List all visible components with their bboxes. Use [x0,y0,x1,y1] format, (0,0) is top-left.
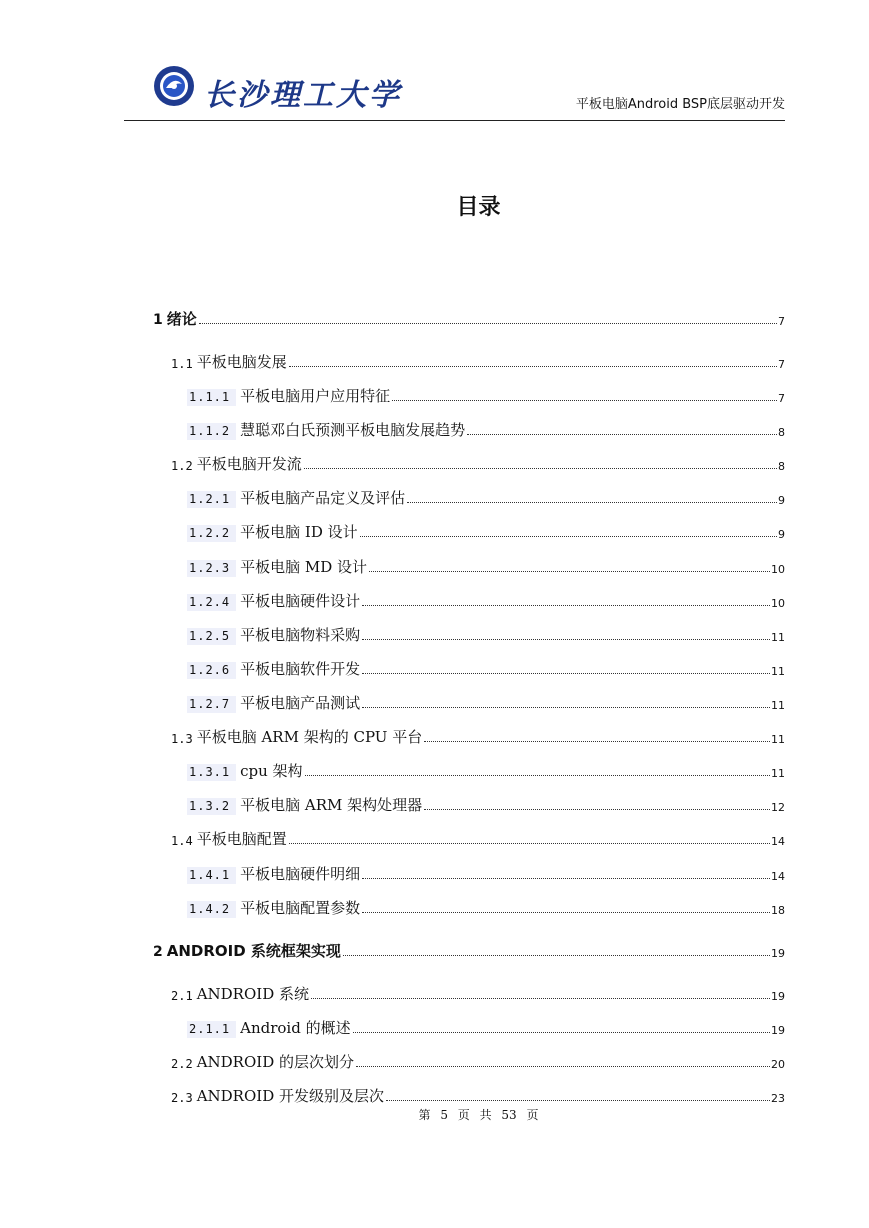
toc-text: 平板电脑 ARM 架构的 CPU 平台 [196,728,423,746]
toc-entry[interactable] [171,982,785,1004]
toc-page-number: 11 [771,631,785,644]
leader-dots [362,707,770,708]
toc-page-number: 8 [778,460,785,473]
toc-number: 1 [153,312,163,328]
leader-dots [362,605,770,606]
toc-entry[interactable] [171,725,785,747]
toc-page-number: 7 [778,315,785,328]
toc-page-number: 11 [771,665,785,678]
toc-entry[interactable] [187,759,785,781]
toc-entry[interactable] [153,307,785,329]
toc-text: 平板电脑软件开发 [240,660,361,678]
toc-page-number: 9 [778,494,785,507]
toc-entry[interactable] [171,350,785,372]
leader-dots [362,878,770,879]
leader-dots [305,775,770,776]
leader-dots [304,468,777,469]
leader-dots [353,1032,770,1033]
toc-page-number: 10 [771,597,785,610]
leader-dots [289,366,777,367]
leader-dots [362,912,770,913]
toc-entry[interactable] [187,793,785,815]
toc-entry[interactable] [187,623,785,645]
toc-page-number: 18 [771,904,785,917]
toc-text: ANDROID 开发级别及层次 [196,1087,384,1105]
leader-dots [362,673,770,674]
leader-dots [343,955,770,956]
toc-text: 平板电脑配置参数 [240,899,361,917]
toc-number: 1.2.5 [187,628,236,645]
toc-number: 1.4.2 [187,901,236,918]
toc-number: 1.2.4 [187,594,236,611]
toc-text: 平板电脑产品定义及评估 [240,489,406,507]
toc-text: ANDROID 系统框架实现 [166,942,341,960]
toc-text: 平板电脑 MD 设计 [240,558,368,576]
toc-number: 1.2.6 [187,662,236,679]
toc-number: 1.1.1 [187,389,236,406]
toc-text: 平板电脑物料采购 [240,626,361,644]
toc-page-number: 7 [778,358,785,371]
toc-text: Android 的概述 [240,1019,351,1037]
toc-page-number: 10 [771,563,785,576]
toc-text: ANDROID 的层次划分 [196,1053,354,1071]
document-header-title: 平板电脑Android BSP底层驱动开发 [575,97,785,112]
leader-dots [362,639,770,640]
toc-page-number: 19 [771,990,785,1003]
toc-entry[interactable] [153,939,785,961]
toc-entry[interactable] [187,589,785,611]
toc-number: 1.3.2 [187,798,236,815]
leader-dots [356,1066,770,1067]
toc-entry[interactable] [187,555,785,577]
toc-page-number: 11 [771,699,785,712]
toc-number: 1.4.1 [187,867,236,884]
toc-page-number: 14 [771,835,785,848]
toc-text: cpu 架构 [240,762,303,780]
toc-text: 平板电脑 ID 设计 [240,523,358,541]
toc-number: 2.2 [171,1057,193,1071]
toc-text: 平板电脑产品测试 [240,694,361,712]
toc-number: 2 [153,944,163,960]
toc-page-number: 23 [771,1092,785,1105]
toc-page-number: 12 [771,801,785,814]
toc-text: 绪论 [166,310,197,328]
toc-page-number: 14 [771,870,785,883]
toc-entry[interactable] [187,520,785,542]
toc-text: 平板电脑 ARM 架构处理器 [240,796,423,814]
toc-page-number: 19 [771,1024,785,1037]
toc-text: 平板电脑开发流 [196,455,302,473]
leader-dots [311,998,770,999]
toc-page-number: 19 [771,947,785,960]
toc-entry[interactable] [187,418,785,440]
toc-number: 2.3 [171,1091,193,1105]
toc-number: 1.2.7 [187,696,236,713]
page-header [124,60,785,121]
toc-text: 平板电脑配置 [196,830,287,848]
leader-dots [360,536,777,537]
leader-dots [467,434,777,435]
toc-page-number: 9 [778,528,785,541]
leader-dots [289,843,770,844]
leader-dots [424,741,770,742]
toc-number: 2.1.1 [187,1021,236,1038]
toc-page-number: 11 [771,767,785,780]
toc-entry[interactable] [171,1050,785,1072]
toc-entry[interactable] [187,657,785,679]
leader-dots [407,502,777,503]
page-title: 目录 [456,195,501,220]
toc-entry[interactable] [187,691,785,713]
toc-number: 1.2.1 [187,491,236,508]
toc-text: 平板电脑硬件明细 [240,865,361,883]
toc-text: 慧聪邓白氏预测平板电脑发展趋势 [240,421,466,439]
toc-number: 1.3 [171,732,193,746]
toc-entry[interactable] [187,384,785,406]
toc-number: 1.1 [171,357,193,371]
toc-text: 平板电脑硬件设计 [240,592,361,610]
leader-dots [392,400,777,401]
toc-entry[interactable] [187,862,785,884]
toc-entry[interactable] [187,896,785,918]
toc-page-number: 7 [778,392,785,405]
leader-dots [386,1100,770,1101]
toc-text: ANDROID 系统 [196,985,309,1003]
toc-entry[interactable] [171,1084,785,1106]
leader-dots [424,809,770,810]
university-name: 长沙理工大学 [204,78,402,113]
toc-number: 2.1 [171,989,193,1003]
toc-number: 1.4 [171,834,193,848]
toc-number: 1.2.3 [187,560,236,577]
toc-number: 1.1.2 [187,423,236,440]
toc-page-number: 20 [771,1058,785,1071]
toc-page-number: 11 [771,733,785,746]
toc-entry[interactable] [171,827,785,849]
toc-entry[interactable] [187,486,785,508]
page-footer: 第 5 页 共 53 页 [418,1108,539,1122]
toc-text: 平板电脑发展 [196,353,287,371]
toc-number: 1.2 [171,459,193,473]
toc-entry[interactable] [171,452,785,474]
leader-dots [369,571,770,572]
toc-number: 1.2.2 [187,525,236,542]
toc-number: 1.3.1 [187,764,236,781]
university-logo-icon [154,66,194,106]
toc-entry[interactable] [187,1016,785,1038]
leader-dots [199,323,777,324]
toc-page-number: 8 [778,426,785,439]
toc-text: 平板电脑用户应用特征 [240,387,391,405]
